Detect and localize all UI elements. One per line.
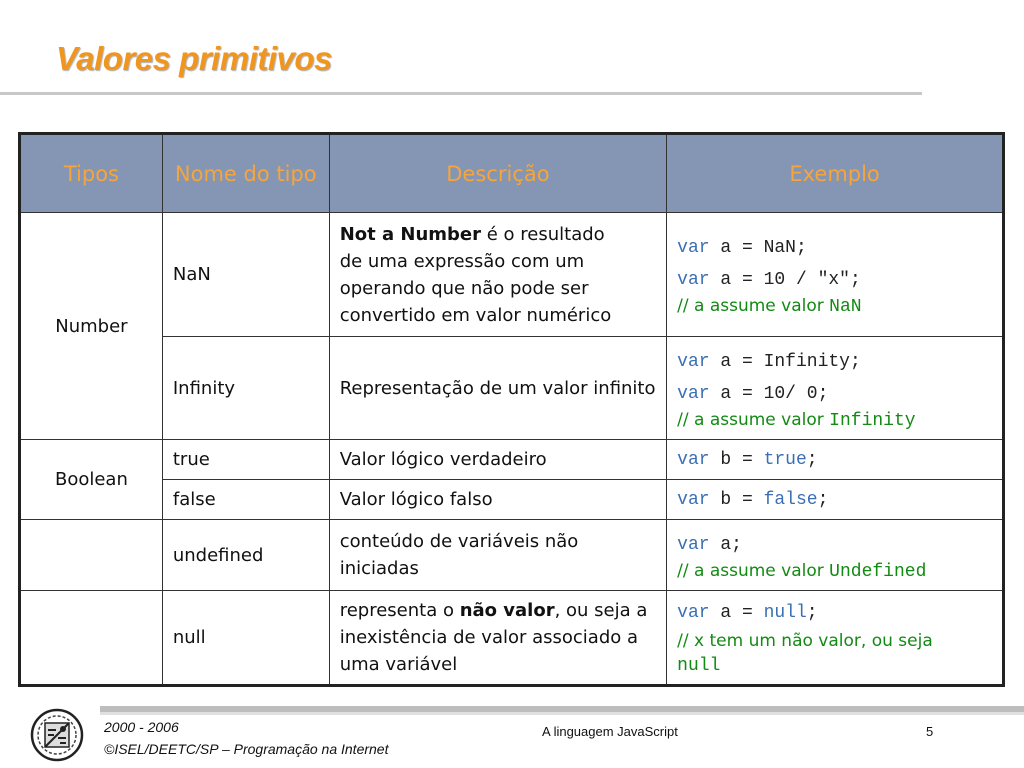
name-true: true — [162, 440, 329, 480]
ex-true-end: ; — [806, 449, 818, 470]
ex-null-end: ; — [806, 603, 818, 623]
example-null — [667, 591, 1004, 686]
desc-false: Valor lógico falso — [329, 480, 666, 520]
desc-null-pre: representa o — [339, 600, 460, 621]
ex-undef-comment: // a assume valor — [677, 560, 830, 581]
header-exemplo: Exemplo — [667, 134, 1004, 213]
ex-null-code: a = — [709, 603, 764, 623]
ex-inf-code1: a = Infinity; — [709, 351, 861, 372]
ex-undef-code: a; — [709, 534, 742, 555]
example-infinity — [667, 337, 1004, 440]
name-undefined: undefined — [162, 520, 329, 591]
table-row-true — [20, 440, 1004, 480]
header-tipos: Tipos — [20, 134, 163, 213]
desc-null-bold: não valor — [459, 600, 555, 621]
ex-inf-kw2: var — [677, 383, 710, 404]
example-nan — [667, 213, 1004, 337]
ex-true-code: b = — [709, 449, 764, 470]
ex-nan-code2: a = 10 / "x"; — [709, 270, 861, 290]
ex-true-kw: var — [677, 449, 710, 470]
type-number: Number — [20, 213, 163, 440]
example-undefined — [667, 520, 1004, 591]
ex-false-kw: var — [677, 489, 710, 510]
ex-inf-comment: // a assume valor — [677, 409, 830, 430]
ex-true-value: true — [763, 449, 807, 470]
ex-false-code: b = — [709, 489, 764, 510]
footer-credits — [104, 716, 388, 760]
table-header-row — [20, 134, 1004, 213]
ex-inf-value: Infinity — [829, 410, 916, 431]
ex-undef-value: Undefined — [829, 561, 927, 582]
page-number: 5 — [926, 724, 934, 739]
example-true — [667, 440, 1004, 480]
ex-null-kw: var — [677, 603, 710, 623]
slide-title: Valores primitivos — [56, 40, 332, 77]
ex-false-value: false — [763, 489, 818, 510]
ex-nan-value: NaN — [829, 297, 862, 317]
ex-inf-code2: a = 10/ 0; — [709, 383, 829, 404]
ex-undef-kw: var — [677, 534, 710, 555]
footer-years: 2000 - 2006 — [104, 719, 179, 735]
ex-null-comment-value: null — [677, 656, 721, 676]
header-descricao: Descrição — [329, 134, 666, 213]
footer-org: ©ISEL/DEETC/SP – Programação na Internet — [104, 741, 389, 757]
desc-null — [329, 591, 666, 686]
type-empty-undefined — [20, 520, 163, 591]
ex-inf-kw1: var — [677, 351, 710, 372]
name-nan: NaN — [162, 213, 329, 337]
footer-topic: A linguagem JavaScript — [542, 724, 678, 739]
name-null: null — [162, 591, 329, 686]
desc-nan-rest1: é o resultado — [481, 223, 605, 245]
desc-null-post: , ou seja a inexistência de valor associado a uma variável — [339, 600, 648, 675]
type-boolean: Boolean — [20, 440, 163, 520]
ex-nan-comment: // a assume valor — [677, 296, 830, 316]
primitive-values-table — [18, 132, 1005, 687]
table-row-false — [20, 480, 1004, 520]
footer-divider-shadow — [100, 712, 1024, 715]
title-divider — [0, 92, 922, 95]
name-infinity: Infinity — [162, 337, 329, 440]
isel-logo-icon — [30, 708, 84, 762]
table-row-nan — [20, 213, 1004, 337]
name-false: false — [162, 480, 329, 520]
ex-nan-kw2: var — [677, 270, 710, 290]
desc-nan-rest2: de uma expressão com um operando que não pode ser convertido em valor numérico — [339, 250, 612, 326]
example-false — [667, 480, 1004, 520]
desc-nan-bold: Not a Number — [339, 223, 482, 245]
ex-nan-kw1: var — [677, 238, 710, 258]
type-empty-null — [20, 591, 163, 686]
ex-false-end: ; — [817, 489, 829, 510]
desc-undefined: conteúdo de variáveis não iniciadas — [329, 520, 666, 591]
desc-true: Valor lógico verdadeiro — [329, 440, 666, 480]
table-row-infinity — [20, 337, 1004, 440]
desc-infinity: Representação de um valor infinito — [329, 337, 666, 440]
table-row-undefined — [20, 520, 1004, 591]
ex-null-comment: // x tem um não valor, ou seja — [677, 631, 933, 651]
header-nome-do-tipo: Nome do tipo — [162, 134, 329, 213]
ex-null-value: null — [763, 603, 807, 623]
ex-nan-code1: a = NaN; — [709, 238, 807, 258]
table-row-null — [20, 591, 1004, 686]
desc-nan — [329, 213, 666, 337]
